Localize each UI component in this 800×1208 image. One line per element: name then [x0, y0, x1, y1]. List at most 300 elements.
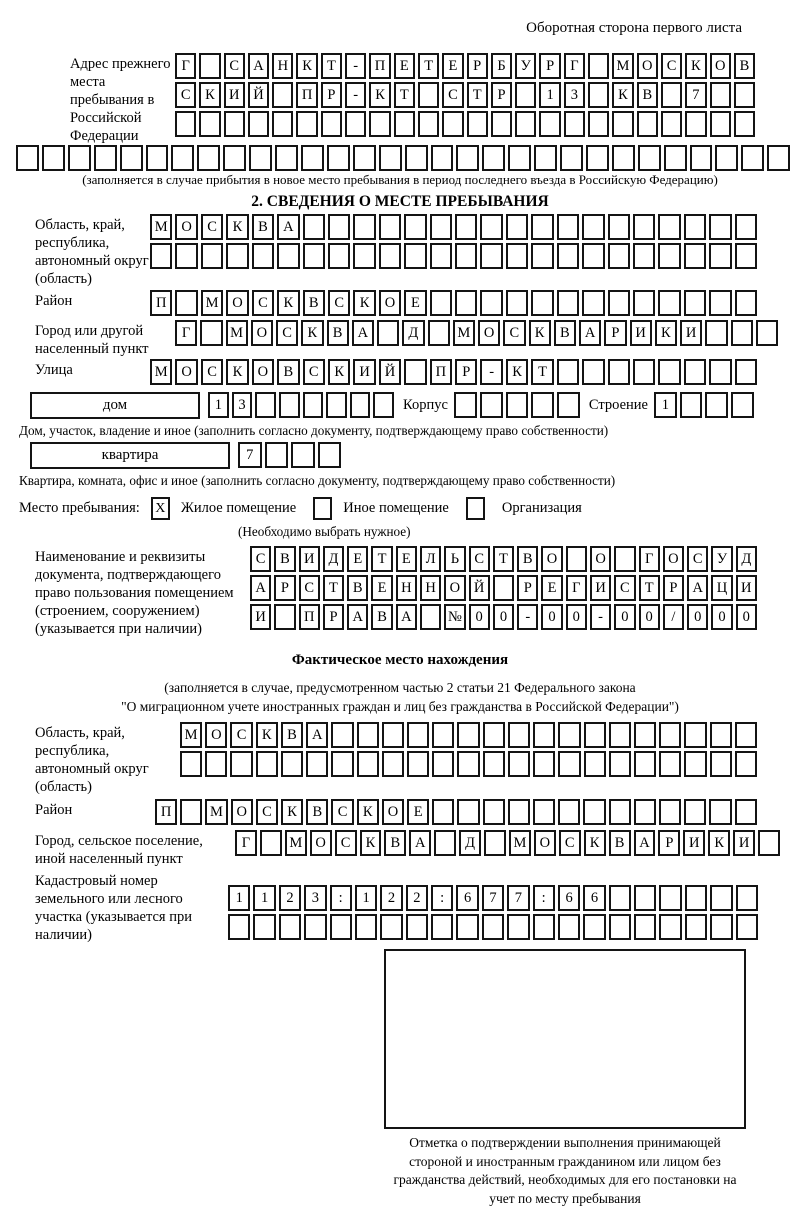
char-box[interactable] — [455, 243, 477, 269]
char-box[interactable] — [226, 243, 248, 269]
char-box[interactable] — [493, 575, 514, 601]
char-box[interactable] — [684, 799, 706, 825]
char-box[interactable]: 2 — [406, 885, 428, 911]
char-box[interactable]: 0 — [639, 604, 660, 630]
char-box[interactable] — [281, 751, 303, 777]
char-box[interactable]: - — [345, 82, 366, 108]
char-box[interactable]: С — [175, 82, 196, 108]
char-box[interactable] — [249, 145, 272, 171]
char-box[interactable] — [659, 722, 681, 748]
char-box[interactable]: В — [281, 722, 303, 748]
char-box[interactable]: К — [357, 799, 379, 825]
char-box[interactable]: К — [277, 290, 299, 316]
char-box[interactable]: И — [590, 575, 611, 601]
char-box[interactable] — [480, 392, 503, 418]
char-box[interactable] — [68, 145, 91, 171]
char-box[interactable]: О — [590, 546, 611, 572]
char-box[interactable] — [735, 214, 757, 240]
char-box[interactable]: Р — [663, 575, 684, 601]
char-box[interactable] — [658, 214, 680, 240]
char-box[interactable]: Р — [539, 53, 560, 79]
char-box[interactable] — [584, 722, 606, 748]
char-box[interactable] — [531, 214, 553, 240]
char-box[interactable]: 0 — [566, 604, 587, 630]
char-box[interactable] — [735, 799, 757, 825]
char-box[interactable]: Т — [531, 359, 553, 385]
char-box[interactable] — [564, 111, 585, 137]
char-box[interactable] — [659, 885, 681, 911]
char-box[interactable]: В — [347, 575, 368, 601]
char-box[interactable] — [432, 799, 454, 825]
char-box[interactable] — [612, 111, 633, 137]
char-box[interactable]: И — [736, 575, 757, 601]
char-box[interactable]: О — [663, 546, 684, 572]
char-box[interactable]: А — [634, 830, 656, 856]
char-box[interactable]: С — [201, 359, 223, 385]
char-box[interactable] — [609, 722, 631, 748]
char-box[interactable] — [230, 751, 252, 777]
char-box[interactable] — [431, 145, 454, 171]
char-box[interactable] — [634, 914, 656, 940]
char-box[interactable]: В — [327, 320, 349, 346]
char-box[interactable] — [758, 830, 780, 856]
char-box[interactable]: 1 — [539, 82, 560, 108]
char-box[interactable]: О — [205, 722, 227, 748]
char-box[interactable]: 3 — [232, 392, 253, 418]
char-box[interactable]: О — [252, 359, 274, 385]
char-box[interactable]: К — [529, 320, 551, 346]
char-box[interactable] — [455, 214, 477, 240]
char-box[interactable]: П — [369, 53, 390, 79]
char-box[interactable]: М — [226, 320, 248, 346]
char-box[interactable]: Е — [541, 575, 562, 601]
char-box[interactable] — [394, 111, 415, 137]
char-box[interactable] — [457, 799, 479, 825]
char-box[interactable]: П — [150, 290, 172, 316]
char-box[interactable] — [482, 914, 504, 940]
char-box[interactable] — [120, 145, 143, 171]
char-box[interactable]: Н — [396, 575, 417, 601]
char-box[interactable] — [303, 392, 324, 418]
char-box[interactable] — [42, 145, 65, 171]
char-box[interactable] — [734, 111, 755, 137]
char-box[interactable] — [583, 914, 605, 940]
char-box[interactable] — [248, 111, 269, 137]
char-box[interactable]: К — [301, 320, 323, 346]
char-box[interactable] — [382, 722, 404, 748]
char-box[interactable]: № — [444, 604, 465, 630]
char-box[interactable] — [710, 751, 732, 777]
char-box[interactable]: С — [250, 546, 271, 572]
char-box[interactable]: А — [347, 604, 368, 630]
char-box[interactable] — [735, 243, 757, 269]
char-box[interactable] — [480, 243, 502, 269]
char-box[interactable] — [428, 320, 450, 346]
char-box[interactable]: 7 — [507, 885, 529, 911]
char-box[interactable]: Т — [323, 575, 344, 601]
char-box[interactable]: 1 — [208, 392, 229, 418]
char-box[interactable] — [350, 392, 371, 418]
char-box[interactable]: 0 — [711, 604, 732, 630]
char-box[interactable]: Д — [459, 830, 481, 856]
char-box[interactable] — [430, 214, 452, 240]
char-box[interactable] — [272, 82, 293, 108]
char-box[interactable] — [608, 290, 630, 316]
char-box[interactable] — [455, 290, 477, 316]
char-box[interactable] — [705, 392, 728, 418]
char-box[interactable]: 6 — [558, 885, 580, 911]
char-box[interactable] — [735, 290, 757, 316]
char-box[interactable] — [345, 111, 366, 137]
char-box[interactable] — [506, 290, 528, 316]
char-box[interactable]: Н — [272, 53, 293, 79]
char-box[interactable]: М — [150, 214, 172, 240]
char-box[interactable]: Т — [639, 575, 660, 601]
char-box[interactable]: Г — [566, 575, 587, 601]
char-box[interactable] — [633, 214, 655, 240]
char-box[interactable]: Ц — [711, 575, 732, 601]
char-box[interactable] — [457, 751, 479, 777]
char-box[interactable]: В — [734, 53, 755, 79]
char-box[interactable]: С — [469, 546, 490, 572]
char-box[interactable] — [224, 111, 245, 137]
char-box[interactable] — [735, 751, 757, 777]
char-box[interactable] — [382, 751, 404, 777]
char-box[interactable]: С — [442, 82, 463, 108]
char-box[interactable]: 7 — [685, 82, 706, 108]
char-box[interactable] — [304, 914, 326, 940]
char-box[interactable] — [180, 751, 202, 777]
char-box[interactable] — [633, 243, 655, 269]
char-box[interactable] — [709, 243, 731, 269]
char-box[interactable] — [685, 914, 707, 940]
char-box[interactable] — [735, 359, 757, 385]
char-box[interactable] — [710, 111, 731, 137]
char-box[interactable] — [560, 145, 583, 171]
char-box[interactable] — [634, 751, 656, 777]
char-box[interactable] — [326, 392, 347, 418]
char-box[interactable]: Р — [517, 575, 538, 601]
char-box[interactable]: М — [150, 359, 172, 385]
char-box[interactable] — [432, 751, 454, 777]
char-box[interactable] — [483, 799, 505, 825]
char-box[interactable]: С — [614, 575, 635, 601]
char-box[interactable]: : — [431, 885, 453, 911]
char-box[interactable]: В — [277, 359, 299, 385]
char-box[interactable]: И — [733, 830, 755, 856]
char-box[interactable]: К — [226, 359, 248, 385]
char-box[interactable] — [255, 392, 276, 418]
char-box[interactable] — [734, 82, 755, 108]
char-box[interactable] — [609, 885, 631, 911]
char-box[interactable] — [456, 914, 478, 940]
char-box[interactable]: О — [175, 214, 197, 240]
char-box[interactable] — [296, 111, 317, 137]
char-box[interactable] — [150, 243, 172, 269]
char-box[interactable] — [557, 359, 579, 385]
char-box[interactable] — [582, 290, 604, 316]
char-box[interactable]: В — [371, 604, 392, 630]
char-box[interactable] — [380, 914, 402, 940]
char-box[interactable] — [659, 751, 681, 777]
char-box[interactable]: К — [506, 359, 528, 385]
char-box[interactable] — [588, 82, 609, 108]
char-box[interactable]: О — [478, 320, 500, 346]
char-box[interactable]: 1 — [253, 885, 275, 911]
char-box[interactable]: 2 — [279, 885, 301, 911]
char-box[interactable] — [404, 243, 426, 269]
char-box[interactable] — [741, 145, 764, 171]
char-box[interactable] — [357, 722, 379, 748]
checkbox-organization[interactable] — [466, 497, 485, 520]
char-box[interactable]: И — [630, 320, 652, 346]
char-box[interactable]: 3 — [304, 885, 326, 911]
char-box[interactable]: : — [533, 885, 555, 911]
char-box[interactable]: Д — [323, 546, 344, 572]
char-box[interactable] — [582, 243, 604, 269]
char-box[interactable] — [327, 145, 350, 171]
char-box[interactable]: Ь — [444, 546, 465, 572]
char-box[interactable] — [406, 914, 428, 940]
char-box[interactable] — [291, 442, 315, 468]
char-box[interactable]: У — [515, 53, 536, 79]
char-box[interactable] — [506, 243, 528, 269]
char-box[interactable]: К — [328, 359, 350, 385]
char-box[interactable] — [558, 722, 580, 748]
char-box[interactable] — [331, 722, 353, 748]
char-box[interactable] — [684, 243, 706, 269]
char-box[interactable]: О — [175, 359, 197, 385]
char-box[interactable]: - — [480, 359, 502, 385]
char-box[interactable] — [277, 243, 299, 269]
char-box[interactable] — [442, 111, 463, 137]
char-box[interactable] — [539, 111, 560, 137]
char-box[interactable] — [608, 214, 630, 240]
char-box[interactable]: 0 — [736, 604, 757, 630]
char-box[interactable]: Д — [736, 546, 757, 572]
char-box[interactable] — [710, 722, 732, 748]
char-box[interactable] — [175, 111, 196, 137]
char-box[interactable] — [658, 359, 680, 385]
char-box[interactable] — [377, 320, 399, 346]
char-box[interactable] — [223, 145, 246, 171]
char-box[interactable]: 1 — [228, 885, 250, 911]
char-box[interactable] — [608, 243, 630, 269]
char-box[interactable]: А — [396, 604, 417, 630]
char-box[interactable] — [407, 751, 429, 777]
char-box[interactable] — [533, 722, 555, 748]
char-box[interactable] — [735, 722, 757, 748]
char-box[interactable] — [418, 82, 439, 108]
char-box[interactable] — [301, 145, 324, 171]
char-box[interactable] — [483, 751, 505, 777]
char-box[interactable] — [731, 320, 753, 346]
char-box[interactable] — [507, 914, 529, 940]
char-box[interactable]: О — [231, 799, 253, 825]
char-box[interactable]: 0 — [687, 604, 708, 630]
char-box[interactable] — [705, 320, 727, 346]
char-box[interactable] — [405, 145, 428, 171]
char-box[interactable] — [16, 145, 39, 171]
char-box[interactable] — [659, 914, 681, 940]
char-box[interactable] — [661, 111, 682, 137]
char-box[interactable] — [709, 214, 731, 240]
char-box[interactable] — [609, 914, 631, 940]
char-box[interactable] — [614, 546, 635, 572]
char-box[interactable] — [515, 82, 536, 108]
char-box[interactable]: В — [306, 799, 328, 825]
char-box[interactable] — [369, 111, 390, 137]
char-box[interactable]: 7 — [238, 442, 262, 468]
char-box[interactable]: П — [299, 604, 320, 630]
char-box[interactable]: А — [277, 214, 299, 240]
char-box[interactable] — [318, 442, 342, 468]
char-box[interactable] — [404, 359, 426, 385]
char-box[interactable]: Б — [491, 53, 512, 79]
char-box[interactable] — [272, 111, 293, 137]
char-box[interactable] — [200, 320, 222, 346]
char-box[interactable]: О — [444, 575, 465, 601]
char-box[interactable] — [508, 722, 530, 748]
char-box[interactable] — [353, 243, 375, 269]
char-box[interactable]: И — [250, 604, 271, 630]
char-box[interactable]: Е — [404, 290, 426, 316]
char-box[interactable] — [583, 799, 605, 825]
char-box[interactable]: 2 — [380, 885, 402, 911]
char-box[interactable] — [321, 111, 342, 137]
char-box[interactable]: В — [303, 290, 325, 316]
char-box[interactable]: - — [517, 604, 538, 630]
char-box[interactable]: 6 — [456, 885, 478, 911]
char-box[interactable]: 1 — [654, 392, 677, 418]
char-box[interactable] — [508, 751, 530, 777]
char-box[interactable]: Й — [469, 575, 490, 601]
char-box[interactable]: Г — [175, 320, 197, 346]
char-box[interactable]: П — [155, 799, 177, 825]
char-box[interactable]: Е — [394, 53, 415, 79]
char-box[interactable] — [684, 214, 706, 240]
char-box[interactable] — [684, 751, 706, 777]
char-box[interactable] — [379, 145, 402, 171]
char-box[interactable]: К — [655, 320, 677, 346]
char-box[interactable]: С — [201, 214, 223, 240]
char-box[interactable]: А — [352, 320, 374, 346]
char-box[interactable]: А — [306, 722, 328, 748]
char-box[interactable]: Г — [639, 546, 660, 572]
char-box[interactable]: О — [226, 290, 248, 316]
char-box[interactable] — [557, 290, 579, 316]
char-box[interactable]: 1 — [355, 885, 377, 911]
char-box[interactable] — [533, 799, 555, 825]
char-box[interactable] — [558, 799, 580, 825]
char-box[interactable]: 0 — [541, 604, 562, 630]
char-box[interactable]: К — [360, 830, 382, 856]
char-box[interactable]: Т — [493, 546, 514, 572]
char-box[interactable] — [434, 830, 456, 856]
char-box[interactable]: Е — [396, 546, 417, 572]
char-box[interactable]: Г — [175, 53, 196, 79]
char-box[interactable]: М — [453, 320, 475, 346]
char-box[interactable] — [303, 214, 325, 240]
char-box[interactable] — [531, 290, 553, 316]
char-box[interactable] — [171, 145, 194, 171]
char-box[interactable]: У — [711, 546, 732, 572]
char-box[interactable]: С — [661, 53, 682, 79]
char-box[interactable]: К — [281, 799, 303, 825]
char-box[interactable]: К — [612, 82, 633, 108]
char-box[interactable] — [710, 885, 732, 911]
char-box[interactable]: Р — [467, 53, 488, 79]
char-box[interactable] — [566, 546, 587, 572]
char-box[interactable] — [661, 82, 682, 108]
char-box[interactable]: В — [554, 320, 576, 346]
char-box[interactable] — [355, 914, 377, 940]
char-box[interactable] — [659, 799, 681, 825]
char-box[interactable] — [715, 145, 738, 171]
char-box[interactable] — [634, 722, 656, 748]
char-box[interactable] — [228, 914, 250, 940]
char-box[interactable] — [508, 145, 531, 171]
char-box[interactable] — [330, 914, 352, 940]
char-box[interactable]: / — [663, 604, 684, 630]
char-box[interactable]: И — [353, 359, 375, 385]
char-box[interactable] — [199, 111, 220, 137]
char-box[interactable]: Т — [321, 53, 342, 79]
char-box[interactable]: К — [685, 53, 706, 79]
char-box[interactable]: М — [180, 722, 202, 748]
char-box[interactable]: Е — [442, 53, 463, 79]
char-box[interactable]: Р — [455, 359, 477, 385]
char-box[interactable]: Й — [248, 82, 269, 108]
char-box[interactable]: 3 — [564, 82, 585, 108]
char-box[interactable] — [588, 53, 609, 79]
char-box[interactable] — [197, 145, 220, 171]
char-box[interactable]: Н — [420, 575, 441, 601]
char-box[interactable] — [533, 914, 555, 940]
char-box[interactable] — [482, 145, 505, 171]
char-box[interactable] — [634, 799, 656, 825]
char-box[interactable]: К — [226, 214, 248, 240]
char-box[interactable]: К — [199, 82, 220, 108]
char-box[interactable] — [633, 290, 655, 316]
char-box[interactable] — [588, 111, 609, 137]
char-box[interactable]: П — [296, 82, 317, 108]
char-box[interactable] — [279, 914, 301, 940]
char-box[interactable]: Г — [564, 53, 585, 79]
char-box[interactable]: 0 — [469, 604, 490, 630]
char-box[interactable]: И — [224, 82, 245, 108]
char-box[interactable] — [609, 751, 631, 777]
char-box[interactable] — [558, 914, 580, 940]
char-box[interactable]: М — [205, 799, 227, 825]
char-box[interactable] — [456, 145, 479, 171]
char-box[interactable] — [584, 751, 606, 777]
char-box[interactable] — [483, 722, 505, 748]
char-box[interactable] — [199, 53, 220, 79]
char-box[interactable]: О — [310, 830, 332, 856]
char-box[interactable] — [328, 214, 350, 240]
char-box[interactable] — [557, 214, 579, 240]
char-box[interactable]: Л — [420, 546, 441, 572]
char-box[interactable] — [731, 392, 754, 418]
char-box[interactable]: 6 — [583, 885, 605, 911]
char-box[interactable] — [608, 359, 630, 385]
char-box[interactable] — [275, 145, 298, 171]
char-box[interactable] — [684, 359, 706, 385]
char-box[interactable]: Р — [321, 82, 342, 108]
char-box[interactable]: Е — [371, 575, 392, 601]
char-box[interactable] — [260, 830, 282, 856]
